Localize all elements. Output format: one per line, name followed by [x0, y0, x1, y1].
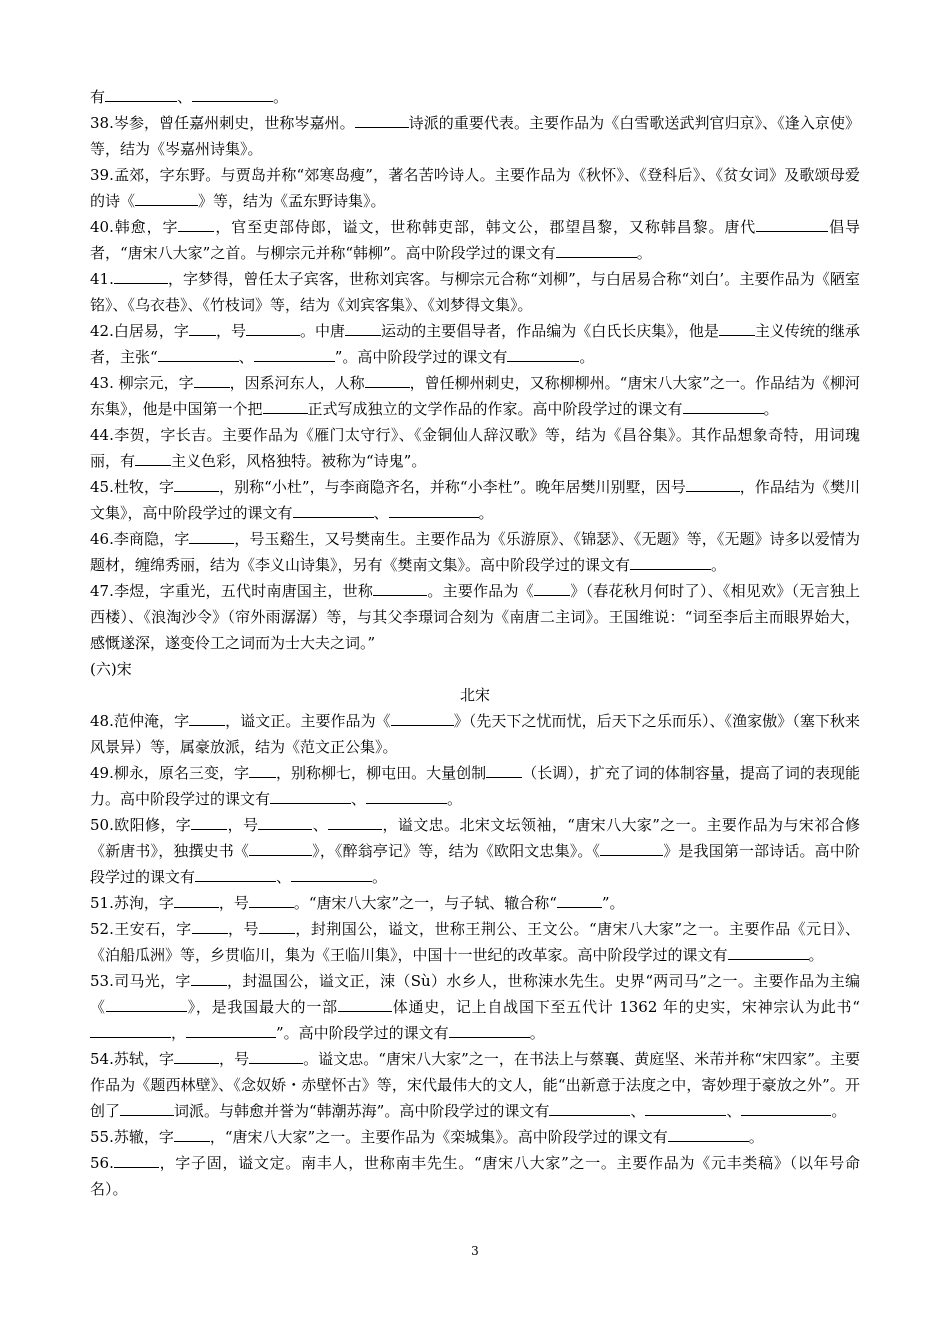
fill-in-blank: [259, 918, 295, 934]
paragraph-49: 49.柳永，原名三变，字 ，别称柳七，柳屯田。大量创制 （长调），扩充了词的体制容量，提高了词的表现能力。高中阶段学过的课文有 、 。: [90, 764, 860, 808]
fill-in-blank: [686, 476, 740, 492]
fill-in-blank: [192, 918, 228, 934]
fill-in-blank: [189, 528, 234, 544]
fill-in-blank: [391, 710, 454, 726]
fill-in-blank: [249, 762, 276, 778]
fill-in-blank: [186, 1022, 276, 1038]
fill-in-blank: [600, 840, 663, 856]
fill-in-blank: [174, 476, 219, 492]
paragraph-53: 53.司马光，字 ，封温国公，谥文正，涑（Sù）水乡人，世称涑水先生。史界“两司马”之一。主要作品为主编《 》，是我国最大的一部 体通史，记上自战国下至五代计 1362 年的史实，宋神宗认为此书“， ”。高中阶段学过的课文有 。: [90, 972, 860, 1042]
fill-in-blank: [507, 346, 579, 362]
fill-in-blank: [389, 502, 479, 518]
paragraph-51: 51.苏洵，字 ，号 。“唐宋八大家”之一，与子轼、辙合称“ ”。: [90, 894, 625, 912]
paragraph-45: 45.杜牧，字 ，别称“小杜”，与李商隐齐名，并称“小李杜”。晚年居樊川别墅，因号 ，作品结为《樊川文集》，高中阶段学过的课文有 、 。: [90, 478, 860, 522]
fill-in-blank: [556, 242, 637, 258]
paragraph-50: 50.欧阳修，字 ，号 、 ，谥文忠。北宋文坛领袖，“唐宋八大家”之一。主要作品为与宋祁合修《新唐书》，独撰史书《 》，《醉翁亭记》等，结为《欧阳文忠集》。《 》是我国第一部诗话。高中阶段学过的课文有 、 。: [90, 816, 860, 886]
fill-in-blank: [254, 346, 335, 362]
fill-in-blank: [135, 450, 171, 466]
fill-in-blank: [328, 814, 382, 830]
fill-in-blank: [114, 268, 168, 284]
fill-in-blank: [194, 372, 230, 388]
fill-in-blank: [135, 190, 198, 206]
fill-in-blank: [756, 216, 828, 232]
paragraph-42: 42.白居易，字 ，号 。中唐 运动的主要倡导者，作品编为《白氏长庆集》，他是 主义传统的继承者，主张“ 、 ”。高中阶段学过的课文有 。: [90, 322, 860, 366]
fill-in-blank: [114, 1152, 159, 1168]
paragraph-38: 38.岑参，曾任嘉州刺史，世称岑嘉州。 诗派的重要代表。主要作品为《白雪歌送武判官归京》、《逢入京使》等，结为《岑嘉州诗集》。: [90, 114, 860, 158]
fill-in-blank: [291, 866, 372, 882]
paragraph-43: 43. 柳宗元，字 ，因系河东人，人称 ，曾任柳州刺史，又称柳柳州。“唐宋八大家”之一。作品结为《柳河东集》，他是中国第一个把 正式写成独立的文学作品的作家。高中阶段学过的课文有 。: [90, 374, 861, 418]
fill-in-blank: [189, 320, 216, 336]
section-heading-song: (六)宋: [90, 660, 132, 678]
fill-in-blank: [195, 866, 276, 882]
fill-in-blank: [549, 1100, 630, 1116]
fill-in-blank: [189, 710, 225, 726]
fill-in-blank: [192, 86, 273, 102]
fill-in-blank: [191, 970, 227, 986]
fill-in-blank: [90, 1022, 171, 1038]
fill-in-blank: [174, 892, 219, 908]
paragraph-55: 55.苏辙，字 ，“唐宋八大家”之一。主要作品为《栾城集》。高中阶段学过的课文有 。: [90, 1128, 764, 1146]
fill-in-blank: [645, 1100, 726, 1116]
paragraph-37-continued: 有 、 。: [90, 88, 289, 106]
fill-in-blank: [174, 1126, 210, 1142]
fill-in-blank: [719, 320, 755, 336]
fill-in-blank: [249, 1048, 303, 1064]
fill-in-blank: [534, 580, 570, 596]
fill-in-blank: [668, 1126, 749, 1142]
fill-in-blank: [178, 216, 214, 232]
fill-in-blank: [105, 86, 177, 102]
paragraph-47: 47.李煜，字重光，五代时南唐国主，世称 。主要作品为《 》（春花秋月何时了）、《相见欢》（无言独上西楼）、《浪淘沙令》（帘外雨潺潺）等，与其父李璟词合刻为《南唐二主词》。王国维说：“词至李后主而眼界始大，感慨遂深，遂变伶工之词而为士大夫之词。”: [90, 582, 860, 652]
fill-in-blank: [263, 398, 308, 414]
paragraph-52: 52.王安石，字 ，号 ，封荆国公，谥文，世称王荆公、王文公。“唐宋八大家”之一。主要作品《元日》、《泊船瓜洲》等，乡贯临川，集为《王临川集》，中国十一世纪的改革家。高中阶段学过的课文有 。: [90, 920, 860, 964]
fill-in-blank: [486, 762, 522, 778]
fill-in-blank: [246, 320, 300, 336]
paragraph-46: 46.李商隐，字 ，号玉谿生，又号樊南生。主要作品为《乐游原》、《锦瑟》、《无题》等，《无题》诗多以爱情为题材，缠绵秀丽，结为《李义山诗集》，另有《樊南文集》。高中阶段学过的课文有 。: [90, 530, 860, 574]
fill-in-blank: [249, 840, 312, 856]
fill-in-blank: [557, 892, 602, 908]
paragraph-39: 39.孟郊，字东野。与贾岛并称“郊寒岛瘦”，著名苦吟诗人。主要作品为《秋怀》、《登科后》、《贫女词》及歌颂母爱的诗《 》等，结为《孟东野诗集》。: [90, 166, 860, 210]
fill-in-blank: [258, 814, 312, 830]
paragraph-40: 40.韩愈，字 ，官至吏部侍郎，谥文，世称韩吏部，韩文公，郡望昌黎，又称韩昌黎。唐代 倡导者，“唐宋八大家”之首。与柳宗元并称“韩柳”。高中阶段学过的课文有 。: [90, 218, 860, 262]
paragraph-44: 44.李贺，字长吉。主要作品为《雁门太守行》、《金铜仙人辞汉歌》等，结为《昌谷集》。其作品想象奇特，用词瑰丽，有 主义色彩，风格独特。被称为“诗鬼”。: [90, 426, 860, 470]
subsection-heading-northern-song: 北宋: [459, 686, 490, 704]
fill-in-blank: [741, 1100, 831, 1116]
fill-in-blank: [158, 346, 239, 362]
fill-in-blank: [630, 554, 711, 570]
fill-in-blank: [728, 944, 809, 960]
fill-in-blank: [106, 996, 187, 1012]
paragraph-41: 41. ，字梦得，曾任太子宾客，世称刘宾客。与柳宗元合称“刘柳”，与白居易合称“刘白’。主要作品为《陋室铭》、《乌衣巷》、《竹枝词》等，结为《刘宾客集》、《刘梦得文集》。: [90, 270, 860, 314]
paragraph-48: 48.范仲淹，字 ，谥文正。主要作品为《 》（先天下之忧而忧，后天下之乐而乐）、《渔家傲》（塞下秋来风景异）等，属豪放派，结为《范文正公集》。: [90, 712, 860, 756]
fill-in-blank: [366, 788, 447, 804]
fill-in-blank: [270, 788, 351, 804]
fill-in-blank: [355, 112, 409, 128]
fill-in-blank: [365, 372, 410, 388]
fill-in-blank: [449, 1022, 530, 1038]
paragraph-54: 54.苏轼，字 ，号 。谥文忠。“唐宋八大家”之一，在书法上与蔡襄、黄庭坚、米芾并称“宋四家”。主要作品为《题西林壁》、《念奴娇・赤壁怀古》等，宋代最伟大的文人，能“出新意于法度之中，寄妙理于豪放之外”。开创了 词派。与韩愈并誉为“韩潮苏海”。高中阶段学过的课文有 、 、 。: [90, 1050, 860, 1120]
fill-in-blank: [191, 814, 227, 830]
fill-in-blank: [345, 320, 381, 336]
page-number: 3: [471, 1244, 479, 1258]
document-body: [90, 84, 860, 1202]
fill-in-blank: [174, 1048, 219, 1064]
fill-in-blank: [683, 398, 764, 414]
fill-in-blank: [373, 580, 427, 596]
fill-in-blank: [293, 502, 374, 518]
fill-in-blank: [338, 996, 392, 1012]
fill-in-blank: [249, 892, 294, 908]
fill-in-blank: [120, 1100, 174, 1116]
paragraph-56: 56. ，字子固，谥文定。南丰人，世称南丰先生。“唐宋八大家”之一。主要作品为《元丰类稿》（以年号命名）。: [90, 1154, 860, 1198]
